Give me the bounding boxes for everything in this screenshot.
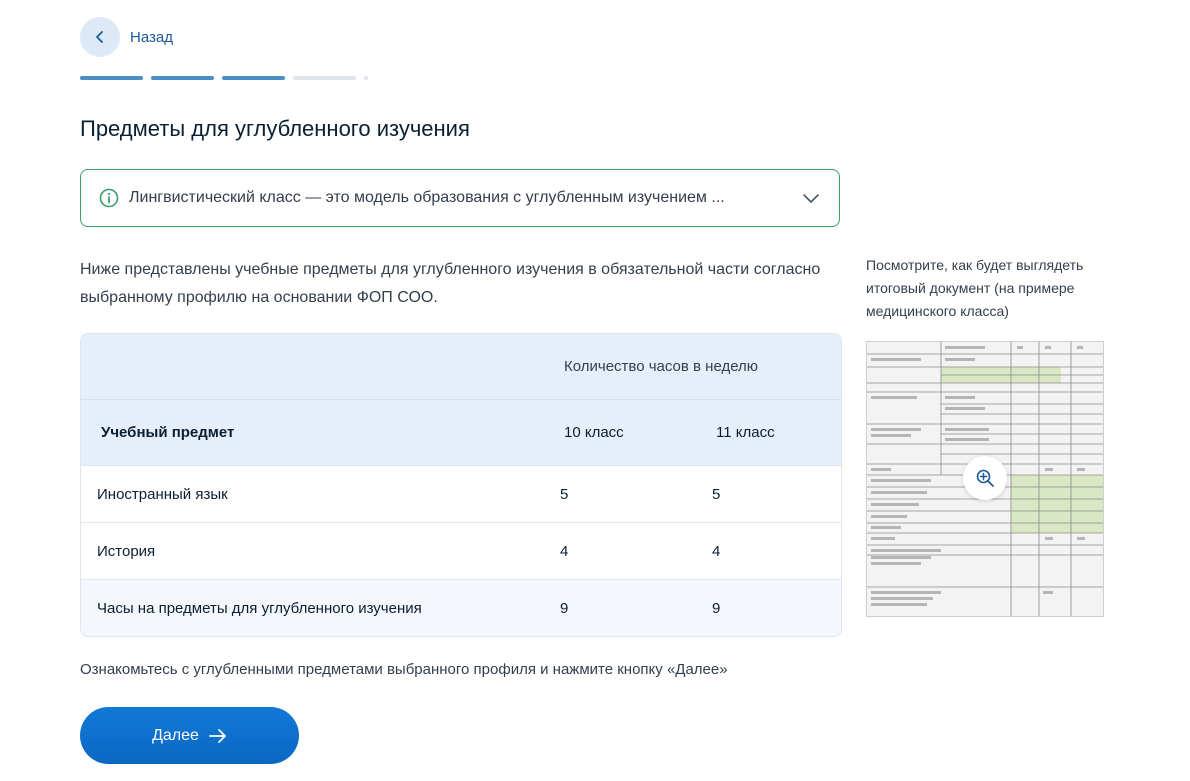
chevron-left-icon	[93, 30, 107, 44]
hours-header: Количество часов в неделю	[564, 358, 759, 375]
grade10-cell: 4	[560, 543, 569, 560]
next-button[interactable]	[80, 707, 299, 764]
info-accordion[interactable]	[80, 169, 840, 227]
grade10-cell: 9	[560, 600, 569, 617]
table-row-total	[81, 579, 841, 636]
intro-text: Ниже представлены учебные предметы для углубленного изучения в обязательной части согласно выбранному профилю на основании ФОП СОО.	[80, 261, 821, 306]
grade11-cell: 5	[712, 486, 721, 503]
subject-cell: Иностранный язык	[97, 486, 228, 503]
table-row	[81, 522, 841, 579]
info-icon	[99, 188, 119, 208]
preview-caption: Посмотрите, как будет выглядеть итоговый документ (на примере медицинского класса)	[866, 257, 1084, 319]
back-link[interactable]	[80, 17, 173, 57]
progress-step-2	[151, 76, 214, 80]
progress-step-4	[293, 76, 356, 80]
grade10-header: 10 класс	[564, 424, 624, 441]
grade11-cell: 4	[712, 543, 721, 560]
grade11-header: 11 класс	[716, 424, 775, 441]
zoom-in-icon	[975, 468, 995, 488]
back-button[interactable]	[80, 17, 120, 57]
subjects-table	[80, 333, 842, 637]
info-text: Лингвистический класс — это модель образования с углубленным изучением ...	[129, 189, 725, 206]
table-row	[81, 465, 841, 522]
back-label[interactable]: Назад	[130, 28, 173, 46]
progress-step-1	[80, 76, 143, 80]
table-header-row-1	[81, 334, 841, 400]
subject-cell: Часы на предметы для углубленного изучения	[97, 600, 422, 617]
subject-header: Учебный предмет	[101, 424, 235, 441]
page-title: Предметы для углубленного изучения	[80, 116, 470, 141]
table-header-row-2	[81, 400, 841, 465]
grade10-cell: 5	[560, 486, 569, 503]
progress-step-5	[364, 76, 368, 80]
grade11-cell: 9	[712, 600, 721, 617]
instruction-text: Ознакомьтесь с углубленными предметами выбранного профиля и нажмите кнопку «Далее»	[80, 661, 728, 678]
arrow-right-icon	[209, 729, 227, 743]
progress-bar	[80, 76, 376, 80]
next-button-label: Далее	[152, 726, 199, 744]
zoom-button[interactable]	[963, 456, 1007, 500]
chevron-down-icon[interactable]	[801, 188, 821, 208]
subject-cell: История	[97, 543, 156, 560]
progress-step-3	[222, 76, 285, 80]
table-header	[81, 334, 841, 465]
